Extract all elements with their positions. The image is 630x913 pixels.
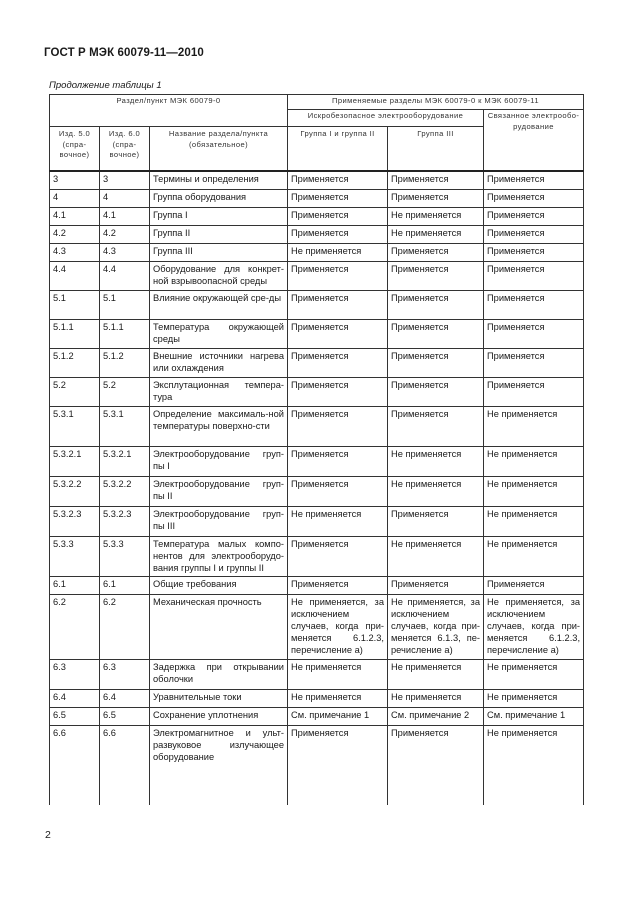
cell-ed60: 4.2 <box>100 225 150 243</box>
cell-group3: Применяется <box>388 406 484 446</box>
cell-related: Применяется <box>484 348 584 377</box>
table-row <box>50 243 584 261</box>
table-row <box>50 319 584 348</box>
cell-ed60: 5.3.1 <box>100 406 150 446</box>
cell-ed60: 6.1 <box>100 576 150 594</box>
cell-ed50: 5.1.2 <box>50 348 100 377</box>
cell-group1: Применяется <box>288 406 388 446</box>
cell-group1: Не применяется, за исключением случаев, когда при-меняется 6.1.2.3, перечисление а) <box>288 594 388 659</box>
cell-name: Внешние источники нагрева или охлаждения <box>150 348 288 377</box>
cell-group3: Применяется <box>388 377 484 406</box>
cell-ed50: 6.6 <box>50 725 100 805</box>
cell-related: Не применяется <box>484 406 584 446</box>
cell-group1: Применяется <box>288 377 388 406</box>
table-row <box>50 659 584 689</box>
cell-ed50: 5.3.1 <box>50 406 100 446</box>
table-row <box>50 506 584 536</box>
cell-ed50: 6.5 <box>50 707 100 725</box>
cell-group3: Не применяется <box>388 659 484 689</box>
cell-related: Не применяется <box>484 536 584 576</box>
cell-name: Температура окружающей среды <box>150 319 288 348</box>
cell-group1: Применяется <box>288 261 388 290</box>
cell-group1: Применяется <box>288 207 388 225</box>
cell-name: Уравнительные токи <box>150 689 288 707</box>
cell-group3: Применяется <box>388 171 484 189</box>
cell-group1: Применяется <box>288 290 388 319</box>
cell-related: Применяется <box>484 189 584 207</box>
cell-ed50: 4.2 <box>50 225 100 243</box>
cell-ed60: 6.2 <box>100 594 150 659</box>
cell-group3: Не применяется <box>388 225 484 243</box>
cell-name: Группа оборудования <box>150 189 288 207</box>
cell-ed50: 3 <box>50 171 100 189</box>
cell-ed60: 6.4 <box>100 689 150 707</box>
table-row <box>50 725 584 805</box>
cell-ed60: 5.3.2.2 <box>100 476 150 506</box>
header-applied: Применяемые разделы МЭК 60079-0 к МЭК 60079-11 <box>288 95 584 110</box>
cell-ed50: 5.3.3 <box>50 536 100 576</box>
cell-ed60: 4.3 <box>100 243 150 261</box>
cell-related: Не применяется <box>484 446 584 476</box>
cell-ed60: 6.5 <box>100 707 150 725</box>
cell-ed50: 4 <box>50 189 100 207</box>
cell-group3: Не применяется <box>388 536 484 576</box>
cell-related: Применяется <box>484 319 584 348</box>
cell-ed60: 5.2 <box>100 377 150 406</box>
table-row <box>50 225 584 243</box>
cell-ed60: 6.6 <box>100 725 150 805</box>
cell-related: Не применяется <box>484 506 584 536</box>
cell-name: Электрооборудование груп-пы II <box>150 476 288 506</box>
cell-name: Определение максималь-ной температуры поверхно-сти <box>150 406 288 446</box>
table-row <box>50 446 584 476</box>
cell-name: Электрооборудование груп-пы I <box>150 446 288 476</box>
cell-group1: Применяется <box>288 576 388 594</box>
cell-ed60: 5.1.1 <box>100 319 150 348</box>
cell-related: Применяется <box>484 576 584 594</box>
cell-related: Применяется <box>484 261 584 290</box>
cell-group1: Не применяется <box>288 659 388 689</box>
cell-ed50: 5.3.2.3 <box>50 506 100 536</box>
cell-name: Сохранение уплотнения <box>150 707 288 725</box>
cell-group1: Применяется <box>288 446 388 476</box>
cell-ed50: 4.1 <box>50 207 100 225</box>
cell-name: Общие требования <box>150 576 288 594</box>
table-row <box>50 377 584 406</box>
cell-ed50: 4.3 <box>50 243 100 261</box>
cell-name: Влияние окружающей сре-ды <box>150 290 288 319</box>
document-title: ГОСТ Р МЭК 60079-11—2010 <box>44 47 204 59</box>
cell-name: Электромагнитное и ульт-развуковое излучающее оборудование <box>150 725 288 805</box>
table-row <box>50 261 584 290</box>
cell-group3: Применяется <box>388 725 484 805</box>
header-section: Раздел/пункт МЭК 60079-0 <box>50 95 288 127</box>
cell-related: Не применяется <box>484 476 584 506</box>
cell-group3: Применяется <box>388 189 484 207</box>
cell-name: Термины и определения <box>150 171 288 189</box>
cell-related: Применяется <box>484 207 584 225</box>
cell-group3: Применяется <box>388 348 484 377</box>
cell-ed60: 4.4 <box>100 261 150 290</box>
cell-group3: Применяется <box>388 506 484 536</box>
cell-group1: Применяется <box>288 725 388 805</box>
cell-related: Не применяется <box>484 725 584 805</box>
table-row <box>50 594 584 659</box>
table-row <box>50 348 584 377</box>
cell-name: Оборудование для конкрет-ной взрывоопасной среды <box>150 261 288 290</box>
cell-ed50: 4.4 <box>50 261 100 290</box>
cell-ed60: 4.1 <box>100 207 150 225</box>
cell-ed50: 5.1.1 <box>50 319 100 348</box>
cell-group1: Применяется <box>288 536 388 576</box>
cell-group3: Применяется <box>388 319 484 348</box>
cell-group1: Применяется <box>288 476 388 506</box>
cell-group3: См. примечание 2 <box>388 707 484 725</box>
cell-related: Не применяется <box>484 659 584 689</box>
cell-name: Механическая прочность <box>150 594 288 659</box>
cell-group3: Применяется <box>388 261 484 290</box>
cell-group3: Применяется <box>388 576 484 594</box>
header-related: Связанное электрообо-рудование <box>484 110 584 172</box>
cell-name: Эксплутационная темпера-тура <box>150 377 288 406</box>
cell-group3: Применяется <box>388 290 484 319</box>
cell-related: Применяется <box>484 171 584 189</box>
applicability-table <box>49 94 584 805</box>
cell-ed60: 6.3 <box>100 659 150 689</box>
header-group3: Группа III <box>388 127 484 172</box>
cell-group3: Не применяется, за исключением случаев, когда при-меняется 6.1.3, пе-речисление а) <box>388 594 484 659</box>
table-row <box>50 689 584 707</box>
cell-ed60: 4 <box>100 189 150 207</box>
table-row <box>50 707 584 725</box>
cell-name: Задержка при открывании оболочки <box>150 659 288 689</box>
cell-ed50: 6.1 <box>50 576 100 594</box>
cell-ed50: 6.2 <box>50 594 100 659</box>
cell-ed60: 5.3.2.1 <box>100 446 150 476</box>
cell-group1: Применяется <box>288 348 388 377</box>
cell-ed60: 5.3.3 <box>100 536 150 576</box>
cell-name: Группа I <box>150 207 288 225</box>
cell-group1: Не применяется <box>288 506 388 536</box>
cell-group3: Не применяется <box>388 446 484 476</box>
table-row <box>50 207 584 225</box>
table-row <box>50 536 584 576</box>
cell-name: Температура малых компо-нентов для электрооборудо-вания группы I и группы II <box>150 536 288 576</box>
table-row <box>50 290 584 319</box>
cell-group3: Не применяется <box>388 689 484 707</box>
table-row <box>50 576 584 594</box>
cell-group1: См. примечание 1 <box>288 707 388 725</box>
cell-related: Применяется <box>484 290 584 319</box>
cell-related: Применяется <box>484 243 584 261</box>
table-row <box>50 406 584 446</box>
cell-ed50: 5.3.2.2 <box>50 476 100 506</box>
table-row <box>50 189 584 207</box>
cell-name: Электрооборудование груп-пы III <box>150 506 288 536</box>
cell-ed50: 5.1 <box>50 290 100 319</box>
cell-group1: Применяется <box>288 171 388 189</box>
cell-group1: Применяется <box>288 189 388 207</box>
cell-related: Не применяется, за исключением случаев, когда при-меняется 6.1.2.3, перечисление а) <box>484 594 584 659</box>
cell-group1: Применяется <box>288 319 388 348</box>
cell-name: Группа II <box>150 225 288 243</box>
cell-ed60: 5.3.2.3 <box>100 506 150 536</box>
table-row <box>50 171 584 189</box>
cell-ed60: 5.1.2 <box>100 348 150 377</box>
cell-name: Группа III <box>150 243 288 261</box>
table-body <box>50 171 584 805</box>
cell-ed60: 3 <box>100 171 150 189</box>
header-ed60: Изд. 6.0 (спра-вочное) <box>100 127 150 172</box>
cell-ed50: 5.3.2.1 <box>50 446 100 476</box>
header-ed50: Изд. 5.0 (спра-вочное) <box>50 127 100 172</box>
page-number: 2 <box>45 829 51 841</box>
cell-related: Применяется <box>484 225 584 243</box>
cell-ed50: 6.3 <box>50 659 100 689</box>
table-row <box>50 476 584 506</box>
cell-related: Не применяется <box>484 689 584 707</box>
cell-group3: Применяется <box>388 243 484 261</box>
cell-group1: Не применяется <box>288 689 388 707</box>
table-caption: Продолжение таблицы 1 <box>49 80 162 91</box>
cell-ed50: 6.4 <box>50 689 100 707</box>
cell-related: См. примечание 1 <box>484 707 584 725</box>
cell-group3: Не применяется <box>388 207 484 225</box>
cell-group3: Не применяется <box>388 476 484 506</box>
header-group1: Группа I и группа II <box>288 127 388 172</box>
cell-related: Применяется <box>484 377 584 406</box>
cell-group1: Не применяется <box>288 243 388 261</box>
header-name: Название раздела/пункта (обязательное) <box>150 127 288 172</box>
cell-ed60: 5.1 <box>100 290 150 319</box>
cell-ed50: 5.2 <box>50 377 100 406</box>
cell-group1: Применяется <box>288 225 388 243</box>
header-intrinsic: Искробезопасное электрооборудование <box>288 110 484 127</box>
